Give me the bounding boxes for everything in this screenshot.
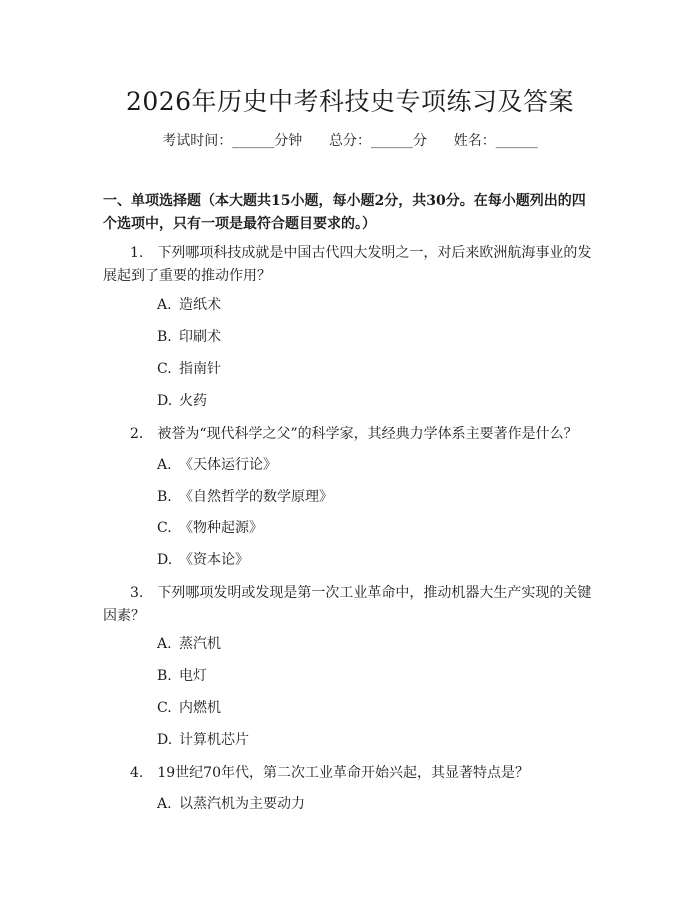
option-item [157, 666, 207, 686]
question-stem: 2. 被誉为“现代科学之父”的科学家，其经典力学体系主要著作是什么？ [130, 426, 578, 442]
option-letter: D. [157, 393, 173, 409]
option-text: 《物种起源》 [179, 520, 263, 536]
option-text: 《天体运行论》 [179, 457, 277, 473]
option-letter: B. [157, 668, 172, 684]
option-text: 火药 [179, 393, 207, 409]
option-text: 印刷术 [179, 329, 221, 345]
option-letter: C. [157, 700, 172, 716]
option-text: 内燃机 [179, 700, 221, 716]
option-item [157, 391, 207, 411]
option-letter: C. [157, 361, 172, 377]
option-item [157, 518, 263, 538]
option-text: 指南针 [179, 361, 221, 377]
question-stem: 1. 下列哪项科技成就是中国古代四大发明之一，对后来欧洲航海事业的发展起到了重要的推动作用？ [103, 245, 592, 284]
option-item [157, 698, 221, 718]
option-item [157, 794, 305, 814]
option-item [157, 359, 221, 379]
question-stem: 4. 19世纪70年代，第二次工业革命开始兴起，其显著特点是？ [130, 765, 529, 781]
option-text: 《自然哲学的数学原理》 [179, 489, 333, 505]
page-title: 2026年历史中考科技史专项练习及答案 [125, 87, 575, 116]
option-item [157, 295, 221, 315]
option-item [157, 455, 277, 475]
option-item [157, 730, 249, 750]
question-stem: 3. 下列哪项发明或发现是第一次工业革命中，推动机器大生产实现的关键因素？ [103, 585, 592, 624]
option-text: 计算机芯片 [179, 732, 249, 748]
option-letter: B. [157, 329, 172, 345]
section-heading: 一、单项选择题（本大题共15小题，每小题2分，共30分。在每小题列出的四个选项中，只有一项是最符合题目要求的。） [103, 193, 586, 232]
option-item [157, 634, 221, 654]
option-letter: A. [157, 457, 172, 473]
option-text: 以蒸汽机为主要动力 [179, 796, 305, 812]
option-text: 蒸汽机 [179, 636, 221, 652]
option-letter: A. [157, 796, 172, 812]
option-letter: C. [157, 520, 172, 536]
option-letter: A. [157, 297, 172, 313]
exam-meta-line: 考试时间：______分钟 总分：______分 姓名：______ [162, 133, 538, 149]
option-letter: A. [157, 636, 172, 652]
option-text: 《资本论》 [179, 552, 249, 568]
option-letter: D. [157, 732, 173, 748]
option-item [157, 550, 249, 570]
option-text: 电灯 [179, 668, 207, 684]
option-letter: D. [157, 552, 173, 568]
option-letter: B. [157, 489, 172, 505]
option-item [157, 487, 333, 507]
option-item [157, 327, 221, 347]
option-text: 造纸术 [179, 297, 221, 313]
